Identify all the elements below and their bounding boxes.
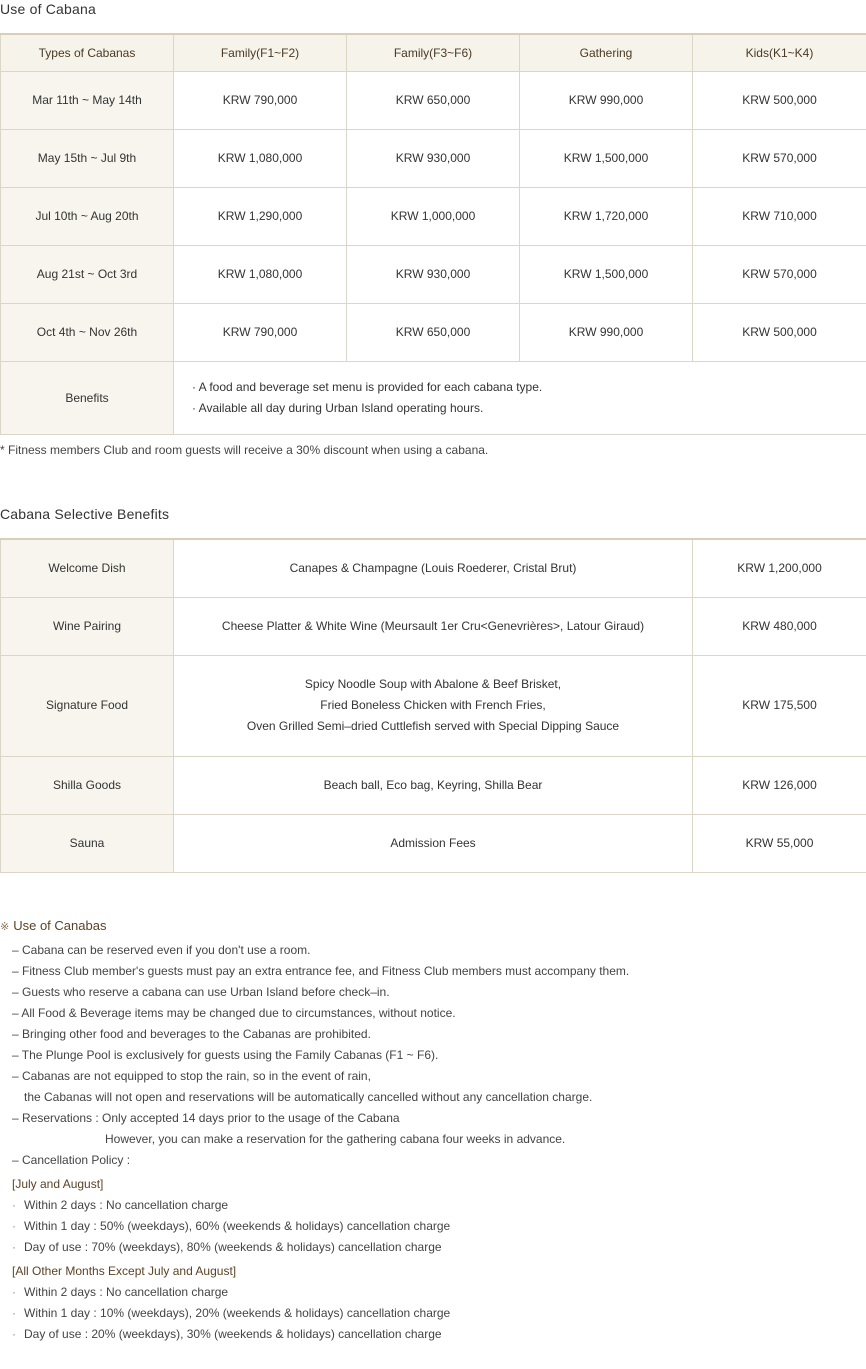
policy-item-text: Within 2 days : No cancellation charge [24,1285,229,1299]
bullet-icon: · [12,1285,16,1299]
benefit-price-cell: KRW 126,000 [693,756,866,814]
price-cell: KRW 1,080,000 [174,129,347,187]
policy-item-text: Day of use : 20% (weekdays), 30% (weekends & holidays) cancellation charge [24,1327,442,1341]
period-cell: May 15th ~ Jul 9th [1,129,174,187]
notes-title [0,918,866,933]
period-cell: Mar 11th ~ May 14th [1,71,174,129]
policy-item [0,1324,866,1345]
benefit-desc-cell [174,814,693,872]
price-cell: KRW 1,500,000 [520,129,693,187]
header-cell: Family(F1~F2) [174,34,347,71]
price-cell: KRW 500,000 [693,71,866,129]
note-line: – Guests who reserve a cabana can use Urban Island before check–in. [12,985,390,999]
note-line: – Fitness Club member's guests must pay an extra entrance fee, and Fitness Club members must accompany them. [12,964,630,978]
policy-item [0,1237,866,1258]
section-title-use-of-cabana: Use of Cabana [0,1,96,17]
table-row [1,129,866,187]
period-cell: Jul 10th ~ Aug 20th [1,187,174,245]
price-cell: KRW 650,000 [347,303,520,361]
table-row [1,756,866,814]
table-header-row [1,34,866,71]
table-row [1,814,866,872]
header-cell: Kids(K1~K4) [693,34,866,71]
table-row [1,539,866,597]
price-cell: KRW 930,000 [347,129,520,187]
benefit-label-cell: Shilla Goods [1,756,174,814]
note-line: – All Food & Beverage items may be changed due to circumstances, without notice. [12,1006,456,1020]
table-row [1,187,866,245]
table-row [1,71,866,129]
header-cell: Family(F3~F6) [347,34,520,71]
benefit-price-cell: KRW 175,500 [693,655,866,756]
table-row [1,655,866,756]
benefit-price-cell: KRW 480,000 [693,597,866,655]
price-cell: KRW 1,290,000 [174,187,347,245]
desc-line: Admission Fees [390,836,476,850]
price-cell: KRW 570,000 [693,129,866,187]
header-cell: Gathering [520,34,693,71]
note-line: – The Plunge Pool is exclusively for guests using the Family Cabanas (F1 ~ F6). [12,1048,439,1062]
bullet-icon: · [12,1240,16,1254]
bullet-icon: · [12,1306,16,1320]
desc-line: Cheese Platter & White Wine (Meursault 1er Cru<Genevrières>, Latour Giraud) [221,619,645,633]
notes-title-text: Use of Canabas [13,918,107,933]
cancellation-policy-line: – Cancellation Policy : [12,1153,131,1167]
price-cell: KRW 1,080,000 [174,245,347,303]
policy-item [0,1282,866,1303]
bullet-icon: · [12,1327,16,1341]
policy-item-text: Within 1 day : 50% (weekdays), 60% (weekends & holidays) cancellation charge [24,1219,451,1233]
price-cell: KRW 1,000,000 [347,187,520,245]
benefit-line: · Available all day during Urban Island operating hours. [192,400,484,415]
section-title-selective-benefits: Cabana Selective Benefits [0,506,170,522]
discount-note: * Fitness members Club and room guests will receive a 30% discount when using a cabana. [0,443,489,457]
price-cell: KRW 930,000 [347,245,520,303]
policy-item [0,1216,866,1237]
desc-line: Beach ball, Eco bag, Keyring, Shilla Bear [323,778,543,792]
benefits-label: Benefits [1,361,174,434]
other-months-heading: [All Other Months Except July and August] [12,1264,237,1278]
price-cell: KRW 790,000 [174,303,347,361]
desc-line: Fried Boneless Chicken with French Fries, [320,698,546,712]
period-cell: Aug 21st ~ Oct 3rd [1,245,174,303]
selective-benefits-table [0,538,866,873]
desc-line: Spicy Noodle Soup with Abalone & Beef Brisket, [304,677,562,691]
price-cell: KRW 790,000 [174,71,347,129]
benefit-desc-cell [174,655,693,756]
price-cell: KRW 650,000 [347,71,520,129]
note-line: – Cabana can be reserved even if you don't use a room. [12,943,311,957]
table-row [1,245,866,303]
bullet-icon: · [12,1198,16,1212]
price-cell: KRW 990,000 [520,71,693,129]
desc-line: Canapes & Champagne (Louis Roederer, Cristal Brut) [289,561,577,576]
policy-item [0,1195,866,1216]
price-cell: KRW 570,000 [693,245,866,303]
benefit-desc-cell [174,539,693,597]
usage-notes [0,918,866,1345]
benefit-desc-cell [174,597,693,655]
benefit-desc-cell [174,756,693,814]
policy-item [0,1303,866,1324]
note-line: – Cabanas are not equipped to stop the rain, so in the event of rain, [12,1069,371,1083]
july-august-heading: [July and August] [12,1177,104,1191]
benefit-price-cell: KRW 55,000 [693,814,866,872]
reference-mark-icon: ※ [0,921,10,933]
price-cell: KRW 1,720,000 [520,187,693,245]
table-row [1,303,866,361]
benefit-label-cell: Wine Pairing [1,597,174,655]
desc-line: Oven Grilled Semi–dried Cuttlefish served with Special Dipping Sauce [246,719,620,733]
bullet-icon: · [12,1219,16,1233]
benefit-price-cell: KRW 1,200,000 [693,539,866,597]
note-line: – Bringing other food and beverages to the Cabanas are prohibited. [12,1027,371,1041]
header-cell: Types of Cabanas [1,34,174,71]
price-cell: KRW 710,000 [693,187,866,245]
benefit-label-cell: Sauna [1,814,174,872]
reservations-continued: However, you can make a reservation for the gathering cabana four weeks in advance. [105,1132,566,1146]
note-line-continued: the Cabanas will not open and reservations will be automatically cancelled without any cancellation charge. [24,1090,593,1104]
policy-item-text: Day of use : 70% (weekdays), 80% (weekends & holidays) cancellation charge [24,1240,442,1254]
policy-item-text: Within 2 days : No cancellation charge [24,1198,229,1212]
price-cell: KRW 500,000 [693,303,866,361]
benefit-line: · A food and beverage set menu is provided for each cabana type. [192,379,543,394]
benefits-row [1,361,866,434]
cabana-price-table [0,33,866,435]
table-row [1,597,866,655]
benefits-text [174,361,866,434]
reservations-line: – Reservations : Only accepted 14 days prior to the usage of the Cabana [12,1111,400,1125]
period-cell: Oct 4th ~ Nov 26th [1,303,174,361]
policy-item-text: Within 1 day : 10% (weekdays), 20% (weekends & holidays) cancellation charge [24,1306,451,1320]
price-cell: KRW 1,500,000 [520,245,693,303]
benefit-label-cell: Welcome Dish [1,539,174,597]
benefit-label-cell: Signature Food [1,655,174,756]
price-cell: KRW 990,000 [520,303,693,361]
